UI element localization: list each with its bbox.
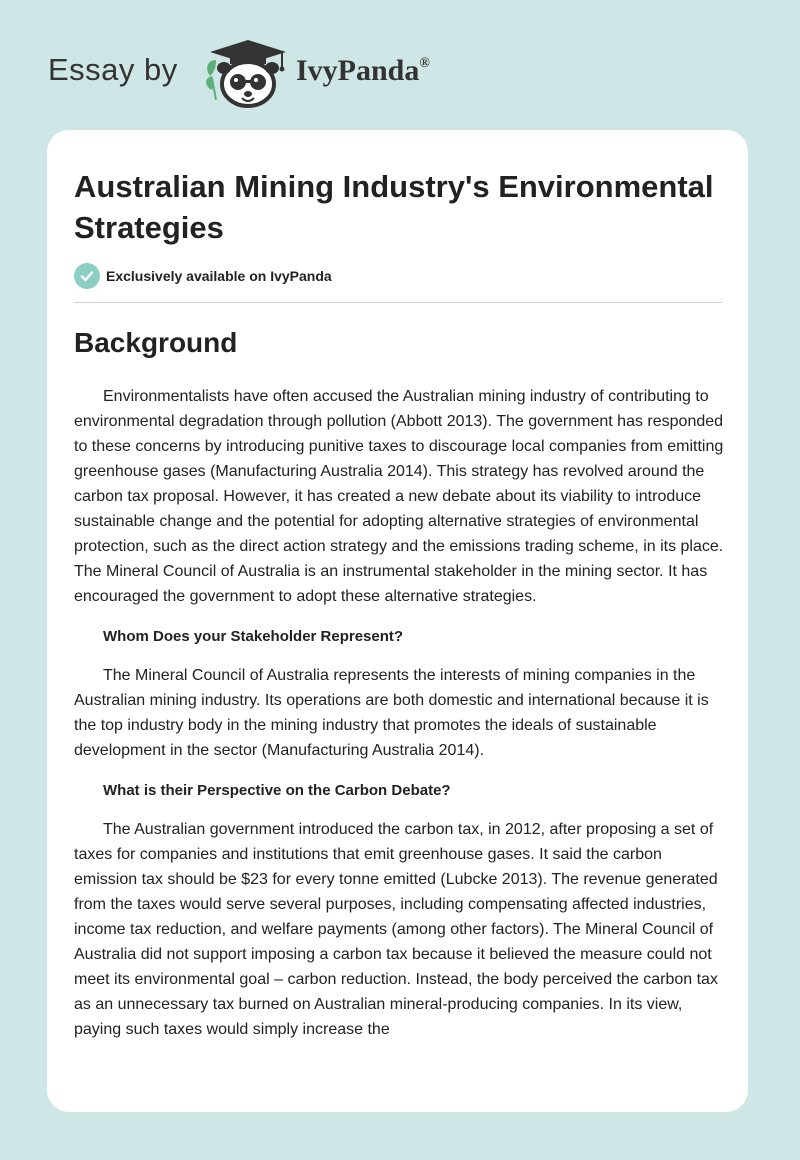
essay-card <box>47 130 748 1112</box>
paragraph: Environmentalists have often accused the Australian mining industry of contributing to environmental degradation through pollution (Abbott 2013). The government has responded to these concerns by introducing punitive taxes to discourage local companies from emitting greenhouse gases (Manufacturing Australia 2014). This strategy has revolved around the carbon tax proposal. However, it has created a new debate about its viability to introduce sustainable change and the potential for adopting alternative strategies of environmental protection, such as the direct action strategy and the emissions trading scheme, in its place. The Mineral Council of Australia is an instrumental stakeholder in the mining sector. It has encouraged the government to adopt these alternative strategies. <box>74 388 724 605</box>
section-heading: Background <box>74 327 238 358</box>
exclusive-badge-label: Exclusively available on IvyPanda <box>106 268 332 284</box>
subheading: Whom Does your Stakeholder Represent? <box>103 628 404 645</box>
brand-text[interactable]: IvyPanda <box>296 54 420 87</box>
exclusive-badge <box>74 263 332 289</box>
check-icon <box>74 263 100 289</box>
essay-by-label: Essay by <box>48 52 178 87</box>
subheading: What is their Perspective on the Carbon Debate? <box>103 782 451 799</box>
essay-content <box>74 326 724 1059</box>
site-header <box>48 38 648 108</box>
paragraph: The Australian government introduced the carbon tax, in 2012, after proposing a set of taxes for companies and institutions that emit greenhouse gases. It said the carbon emission tax should be $23 for every tonne emitted (Lubcke 2013). The revenue generated from the taxes would serve several purposes, including compensating affected industries, income tax reduction, and welfare payments (among other factors). The Mineral Council of Australia did not support imposing a carbon tax because it believed the measure could not meet its environmental goal – carbon reduction. Instead, the body perceived the carbon tax as an unnecessary tax burned on Australian mineral-producing companies. In its view, paying such taxes would simply increase the <box>74 821 718 1038</box>
divider <box>74 302 722 303</box>
registered-mark: ® <box>419 56 430 71</box>
paragraph: The Mineral Council of Australia represents the interests of mining companies in the Australian mining industry. Its operations are both domestic and international because it is the top industry body in the mining industry that promotes the ideals of sustainable development in the sector (Manufacturing Australia 2014). <box>74 667 709 759</box>
panda-graduate-icon[interactable] <box>200 38 294 108</box>
brand-name[interactable] <box>296 54 430 88</box>
page-title: Australian Mining Industry's Environmental Strategies <box>74 169 714 245</box>
